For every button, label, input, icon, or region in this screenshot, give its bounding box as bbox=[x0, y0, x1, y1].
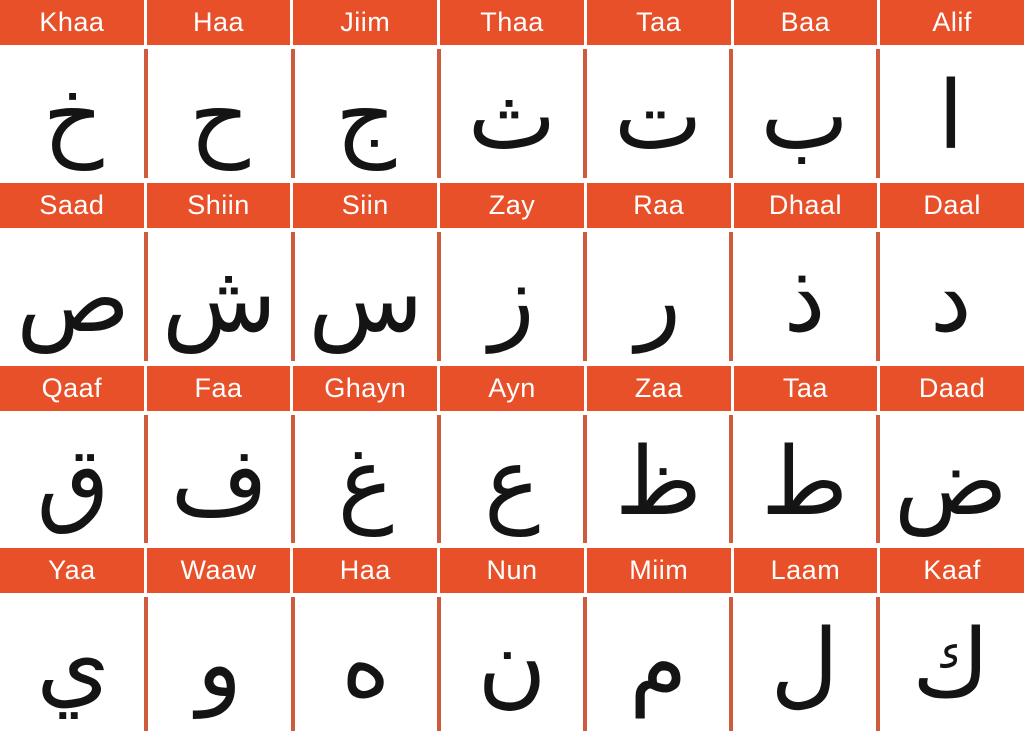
letter-name-label: Jiim bbox=[293, 0, 437, 45]
letter-name-label: Faa bbox=[147, 366, 291, 411]
letter-name-band bbox=[0, 183, 1024, 228]
alphabet-row-1 bbox=[0, 0, 1024, 183]
alphabet-row-4 bbox=[0, 548, 1024, 731]
letter-row bbox=[0, 593, 1024, 731]
arabic-letter: ا bbox=[878, 45, 1024, 183]
letter-name-label: Baa bbox=[734, 0, 878, 45]
arabic-letter: ب bbox=[731, 45, 877, 183]
letter-name-label: Taa bbox=[587, 0, 731, 45]
arabic-letter: ظ bbox=[585, 411, 731, 549]
letter-name-label: Ghayn bbox=[293, 366, 437, 411]
letter-row bbox=[0, 45, 1024, 183]
alphabet-row-2 bbox=[0, 183, 1024, 366]
letter-name-label: Shiin bbox=[147, 183, 291, 228]
letter-name-label: Raa bbox=[587, 183, 731, 228]
letter-name-label: Waaw bbox=[147, 548, 291, 593]
arabic-letter: ع bbox=[439, 411, 585, 549]
letter-row bbox=[0, 228, 1024, 366]
letter-name-label: Yaa bbox=[0, 548, 144, 593]
alphabet-row-3 bbox=[0, 366, 1024, 549]
letter-name-label: Haa bbox=[293, 548, 437, 593]
arabic-letter: خ bbox=[42, 62, 104, 172]
letter-name-label: Daad bbox=[880, 366, 1024, 411]
letter-name-band bbox=[0, 548, 1024, 593]
letter-name-label: Daal bbox=[880, 183, 1024, 228]
arabic-letter: د bbox=[878, 228, 1024, 366]
arabic-letter: ك bbox=[878, 593, 1024, 731]
arabic-letter: ث bbox=[439, 45, 585, 183]
arabic-letter: ض bbox=[878, 411, 1024, 549]
arabic-letter: ص bbox=[16, 244, 130, 354]
letter-name-label: Saad bbox=[0, 183, 144, 228]
letter-name-label: Laam bbox=[734, 548, 878, 593]
arabic-letter: ن bbox=[439, 593, 585, 731]
letter-name-label: Kaaf bbox=[880, 548, 1024, 593]
letter-name-label: Thaa bbox=[440, 0, 584, 45]
arabic-letter: ت bbox=[585, 45, 731, 183]
arabic-letter: ح bbox=[146, 45, 292, 183]
letter-name-label: Zaa bbox=[587, 366, 731, 411]
arabic-letter: ج bbox=[293, 45, 439, 183]
letter-name-band bbox=[0, 366, 1024, 411]
letter-name-label: Qaaf bbox=[0, 366, 144, 411]
arabic-letter: ي bbox=[36, 610, 110, 720]
letter-name-label: Miim bbox=[587, 548, 731, 593]
arabic-letter: ق bbox=[36, 427, 110, 537]
letter-name-label: Alif bbox=[880, 0, 1024, 45]
letter-name-label: Zay bbox=[440, 183, 584, 228]
letter-row bbox=[0, 411, 1024, 549]
arabic-letter: ذ bbox=[731, 228, 877, 366]
arabic-letter: ف bbox=[146, 411, 292, 549]
letter-name-label: Taa bbox=[734, 366, 878, 411]
arabic-letter: غ bbox=[293, 411, 439, 549]
arabic-letter: ر bbox=[585, 228, 731, 366]
arabic-letter: ز bbox=[439, 228, 585, 366]
letter-name-label: Nun bbox=[440, 548, 584, 593]
letter-name-label: Haa bbox=[147, 0, 291, 45]
letter-name-band bbox=[0, 0, 1024, 45]
arabic-letter: و bbox=[146, 593, 292, 731]
arabic-letter: س bbox=[293, 228, 439, 366]
letter-name-label: Khaa bbox=[0, 0, 144, 45]
arabic-letter: ل bbox=[731, 593, 877, 731]
letter-name-label: Ayn bbox=[440, 366, 584, 411]
arabic-letter: ط bbox=[731, 411, 877, 549]
letter-name-label: Siin bbox=[293, 183, 437, 228]
arabic-letter: ش bbox=[146, 228, 292, 366]
letter-name-label: Dhaal bbox=[734, 183, 878, 228]
arabic-letter: م bbox=[585, 593, 731, 731]
arabic-letter: ه bbox=[293, 593, 439, 731]
